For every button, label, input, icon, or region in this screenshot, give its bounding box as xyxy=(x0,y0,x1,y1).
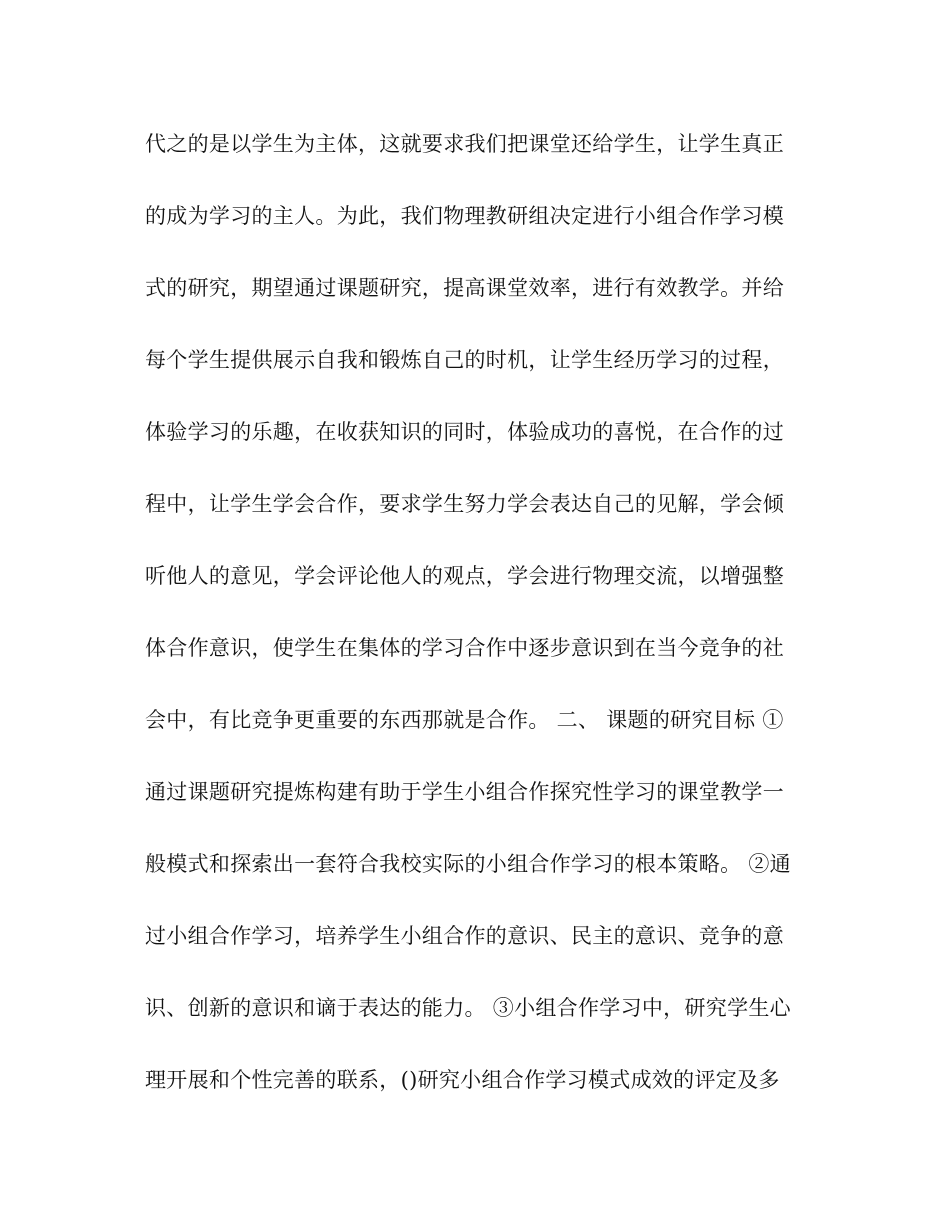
paragraph-line: 的成为学习的主人。为此，我们物理教研组决定进行小组合作学习模 xyxy=(145,204,784,228)
paragraph-line: 体合作意识，使学生在集体的学习合作中逐步意识到在当今竞争的社 xyxy=(145,636,784,660)
paragraph-line: 理开展和个性完善的联系，()研究小组合作学习模式成效的评定及多 xyxy=(145,1068,780,1092)
paragraph-line: 会中，有比竞争更重要的东西那就是合作。 二、 课题的研究目标 ① xyxy=(145,708,784,732)
paragraph-line: 代之的是以学生为主体，这就要求我们把课堂还给学生，让学生真正 xyxy=(145,132,784,156)
paragraph-line: 体验学习的乐趣，在收获知识的同时，体验成功的喜悦，在合作的过 xyxy=(145,420,784,444)
paragraph-line: 般模式和探索出一套符合我校实际的小组合作学习的根本策略。 ②通 xyxy=(145,852,791,876)
paragraph-line: 式的研究，期望通过课题研究，提高课堂效率，进行有效教学。并给 xyxy=(145,276,784,300)
paragraph-line: 程中，让学生学会合作，要求学生努力学会表达自己的见解，学会倾 xyxy=(145,492,784,516)
paragraph-line: 识、创新的意识和谪于表达的能力。 ③小组合作学习中，研究学生心 xyxy=(145,996,791,1020)
paragraph-line: 过小组合作学习，培养学生小组合作的意识、民主的意识、竞争的意 xyxy=(145,924,784,948)
paragraph-line: 每个学生提供展示自我和锻炼自己的时机，让学生经历学习的过程， xyxy=(145,348,784,372)
paragraph-line: 通过课题研究提炼构建有助于学生小组合作探究性学习的课堂教学一 xyxy=(145,780,784,804)
paragraph-line: 听他人的意见，学会评论他人的观点，学会进行物理交流，以增强整 xyxy=(145,564,784,588)
